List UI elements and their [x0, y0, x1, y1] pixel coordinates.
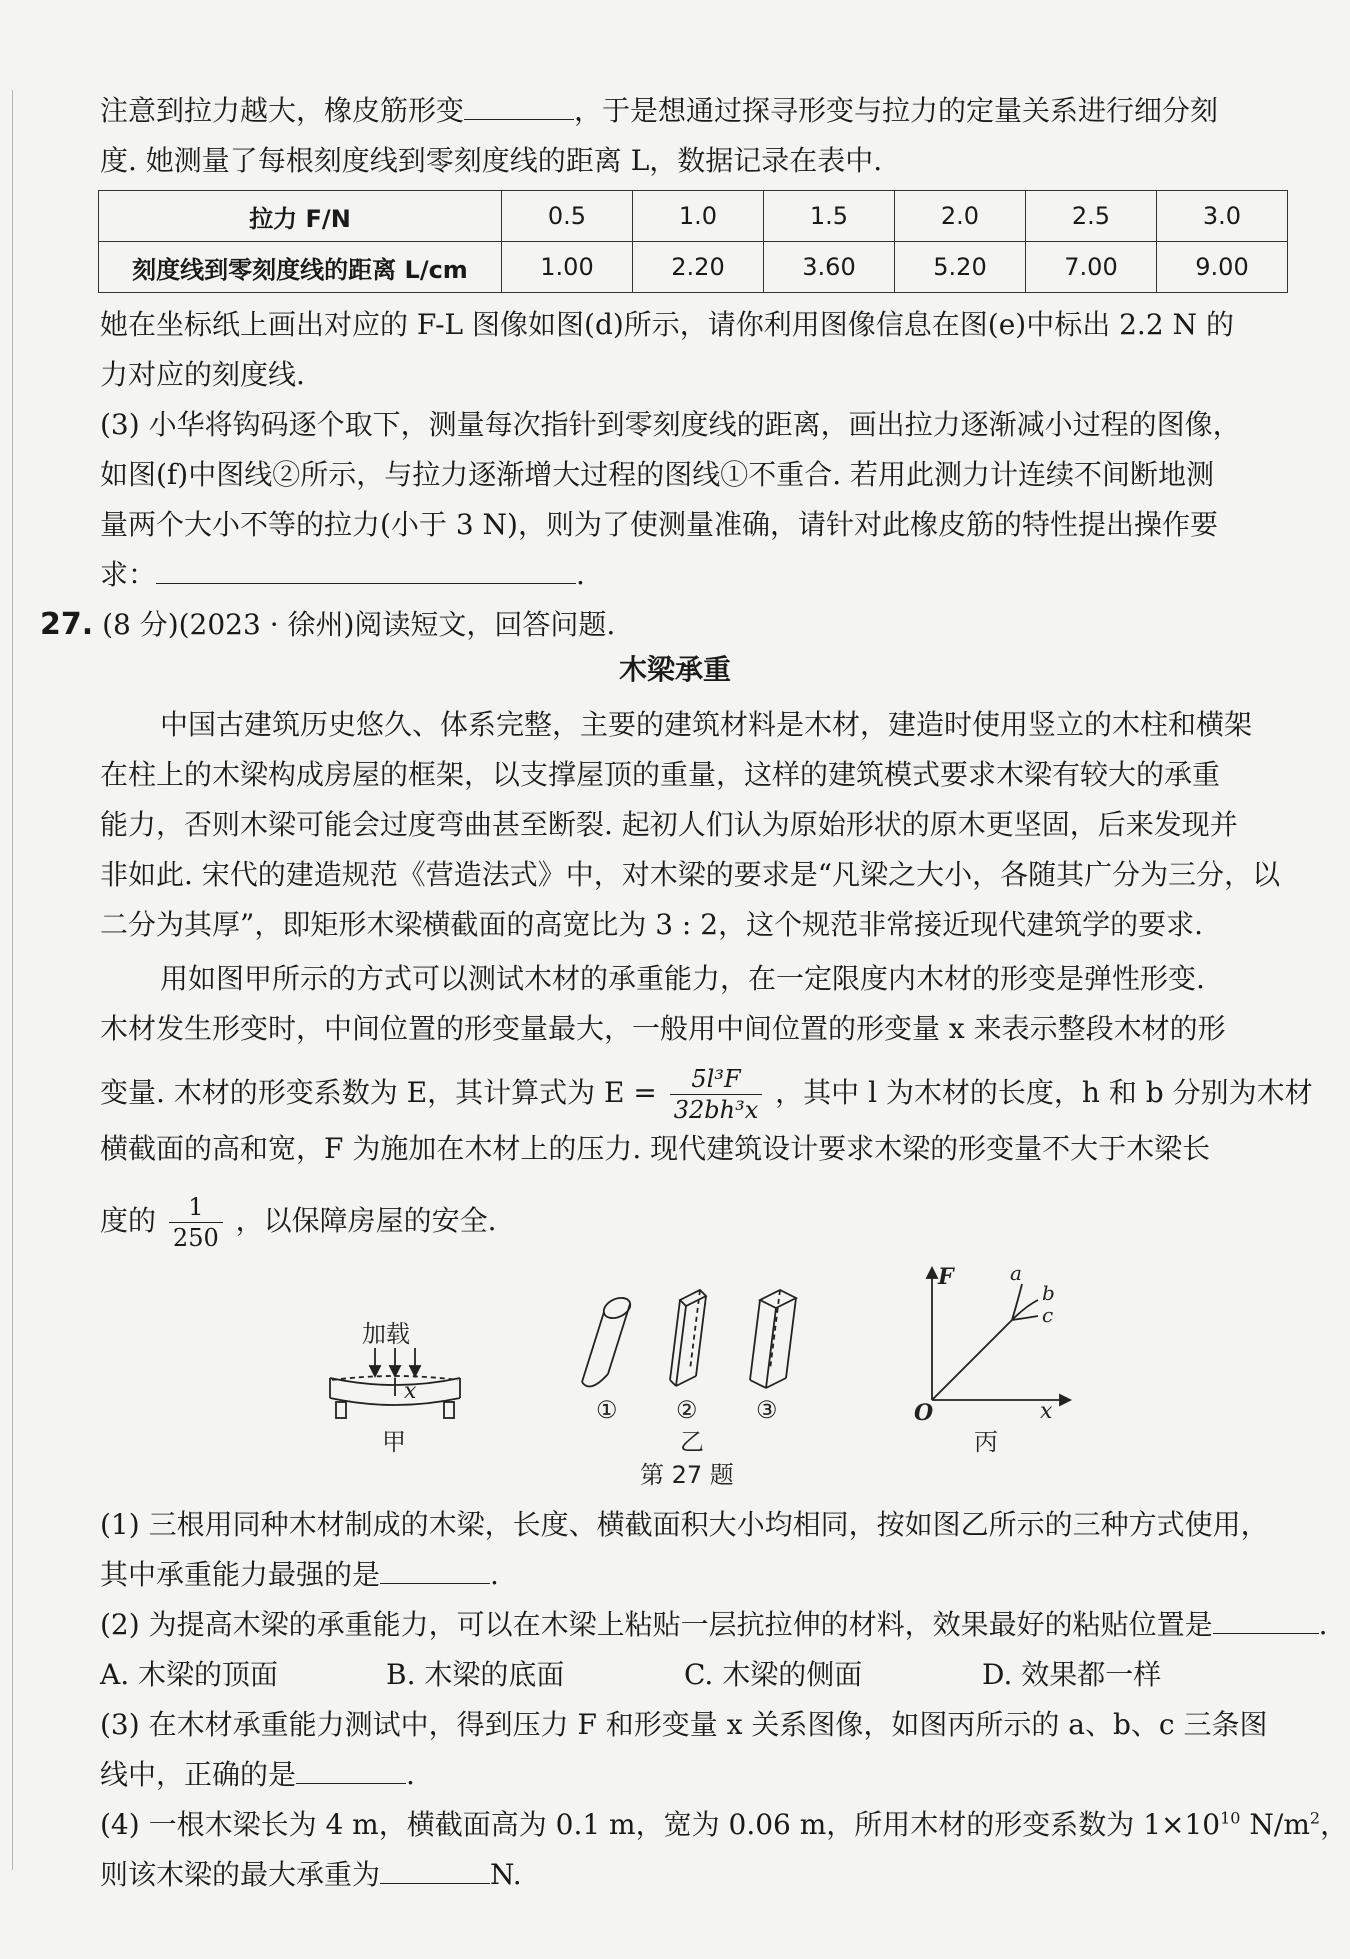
after-table-line-1: 她在坐标纸上画出对应的 F-L 图像如图(d)所示，请你利用图像信息在图(e)中标出 2.2 N 的: [100, 308, 1234, 341]
q27-header: 27. (8 分)(2023 · 徐州)阅读短文，回答问题.: [40, 607, 616, 642]
option-d[interactable]: D. 效果都一样: [982, 1658, 1162, 1691]
para1-line-1: 中国古建筑历史悠久、体系完整，主要的建筑材料是木材，建造时使用竖立的木柱和横架: [160, 708, 1253, 741]
figure-caption: 第 27 题: [640, 1461, 734, 1489]
support-right: [444, 1402, 454, 1418]
table-header-force: 拉力 F/N: [99, 191, 502, 242]
para1-line-4: 非如此. 宋代的建造规范《营造法式》中，对木梁的要求是“凡梁之大小，各随其广分为三分，以: [100, 858, 1281, 891]
para2-line-2: 木材发生形变时，中间位置的形变量最大，一般用中间位置的形变量 x 来表示整段木材的形: [100, 1012, 1226, 1045]
part3-line-1: (3) 小华将钩码逐个取下，测量每次指针到零刻度线的距离，画出拉力逐渐减小过程的图像，: [100, 408, 1241, 441]
label-yi: 乙: [680, 1428, 704, 1456]
intro-line-1: 注意到拉力越大，橡皮筋形变 ，于是想通过探寻形变与拉力的定量关系进行细分刻: [100, 86, 1290, 136]
label-F: F: [938, 1264, 954, 1290]
beam-upright: [670, 1290, 706, 1386]
figure-yi: [582, 1290, 796, 1456]
answer-blank-q1[interactable]: [380, 1553, 490, 1584]
label-beam-2: ②: [676, 1396, 698, 1424]
beam-cylinder: [582, 1294, 633, 1387]
formula-fraction: $\frac{\text{5l³F}}{\text{32bh³x}}$: [670, 1064, 763, 1125]
label-load: 加载: [362, 1320, 410, 1348]
para2-line-4: 横截面的高和宽，F 为施加在木材上的压力. 现代建筑设计要求木梁的形变量不大于木梁长: [100, 1132, 1211, 1165]
option-a[interactable]: A. 木梁的顶面: [100, 1658, 279, 1691]
part3-line-3: 量两个大小不等的拉力(小于 3 N)，则为了使测量准确，请针对此橡皮筋的特性提出操作要: [100, 508, 1218, 541]
option-c[interactable]: C. 木梁的侧面: [684, 1658, 863, 1691]
figure-bing: [914, 1261, 1070, 1456]
table-cell: 2.5: [1026, 191, 1157, 242]
intro-line-2: 度. 她测量了每根刻度线到零刻度线的距离 L，数据记录在表中.: [100, 144, 883, 177]
label-beam-1: ①: [596, 1396, 618, 1424]
q4-line-1: (4) 一根木梁长为 4 m，横截面高为 0.1 m，宽为 0.06 m，所用木材的形变系数为 $1\times 10^{10}$ $N/m^2$，: [100, 1808, 1349, 1841]
label-b: b: [1042, 1281, 1055, 1305]
label-c: c: [1042, 1303, 1054, 1327]
q1-line-1: (1) 三根用同种木材制成的木梁，长度、横截面积大小均相同，按如图乙所示的三种方式使用，: [100, 1508, 1269, 1541]
table-cell: 7.00: [1026, 242, 1157, 293]
part3-line-4: 求： .: [100, 550, 1290, 600]
label-x: x: [404, 1379, 417, 1404]
beam-flat: [750, 1290, 796, 1388]
ratio-fraction: $\frac{1}{250}$: [169, 1192, 223, 1253]
option-b[interactable]: B. 木梁的底面: [386, 1658, 565, 1691]
table-cell: 2.0: [895, 191, 1026, 242]
answer-blank-q4[interactable]: [380, 1853, 490, 1884]
label-bing: 丙: [974, 1428, 998, 1456]
beam-bottom: [330, 1398, 460, 1405]
para2-line-5: 度的 $\frac{1}{250}$ ，以保障房屋的安全.: [100, 1193, 497, 1252]
table-cell: 3.0: [1157, 191, 1288, 242]
para1-line-3: 能力，否则木梁可能会过度弯曲甚至断裂. 起初人们认为原始形状的原木更坚固，后来发现并: [100, 808, 1238, 841]
label-O: O: [914, 1400, 934, 1426]
table-cell: 3.60: [764, 242, 895, 293]
table-cell: 2.20: [633, 242, 764, 293]
label-jia: 甲: [382, 1428, 406, 1456]
label-beam-3: ③: [756, 1396, 778, 1424]
part3-line-2: 如图(f)中图线②所示，与拉力逐渐增大过程的图线①不重合. 若用此测力计连续不间断地测: [100, 458, 1215, 491]
para1-line-2: 在柱上的木梁构成房屋的框架，以支撑屋顶的重量，这样的建筑模式要求木梁有较大的承重: [100, 758, 1221, 791]
table-cell: 9.00: [1157, 242, 1288, 293]
question-number: 27.: [40, 607, 94, 642]
q2-line-1: (2) 为提高木梁的承重能力，可以在木梁上粘贴一层抗拉伸的材料，效果最好的粘贴位置是 .: [100, 1600, 1290, 1650]
q3-line-1: (3) 在木材承重能力测试中，得到压力 F 和形变量 x 关系图像，如图丙所示的 a、b、c 三条图: [100, 1708, 1268, 1741]
answer-blank-q2[interactable]: [1213, 1603, 1319, 1634]
passage-title: 木梁承重: [618, 653, 731, 686]
answer-blank-q3[interactable]: [296, 1753, 406, 1784]
table-cell: 1.00: [502, 242, 633, 293]
q3-line-2: 线中，正确的是 .: [100, 1750, 1290, 1800]
line-linear: [932, 1320, 1012, 1400]
table-cell: 1.0: [633, 191, 764, 242]
table-cell: 1.5: [764, 191, 895, 242]
label-x-axis: x: [1040, 1399, 1053, 1424]
figure-jia: [330, 1320, 460, 1456]
table-cell: 0.5: [502, 191, 633, 242]
support-left: [336, 1402, 346, 1418]
table-header-distance: 刻度线到零刻度线的距离 L/cm: [99, 242, 502, 293]
table-cell: 5.20: [895, 242, 1026, 293]
after-table-line-2: 力对应的刻度线.: [100, 358, 305, 391]
para2-line-1: 用如图甲所示的方式可以测试木材的承重能力，在一定限度内木材的形变是弹性形变.: [160, 962, 1205, 995]
q4-line-2: 则该木梁的最大承重为 N.: [100, 1850, 1290, 1900]
para1-line-5: 二分为其厚”，即矩形木梁横截面的高宽比为 3 : 2，这个规范非常接近现代建筑学的要求.: [100, 908, 1203, 941]
para2-line-3: 变量. 木材的形变系数为 E，其计算式为 E = $\frac{\text{5l³F}}{\text{32bh³x}}$ ，其中 l 为木材的长度，h 和 b 分别为木材: [100, 1065, 1313, 1124]
q1-line-2: 其中承重能力最强的是 .: [100, 1550, 1290, 1600]
label-a: a: [1010, 1261, 1022, 1285]
